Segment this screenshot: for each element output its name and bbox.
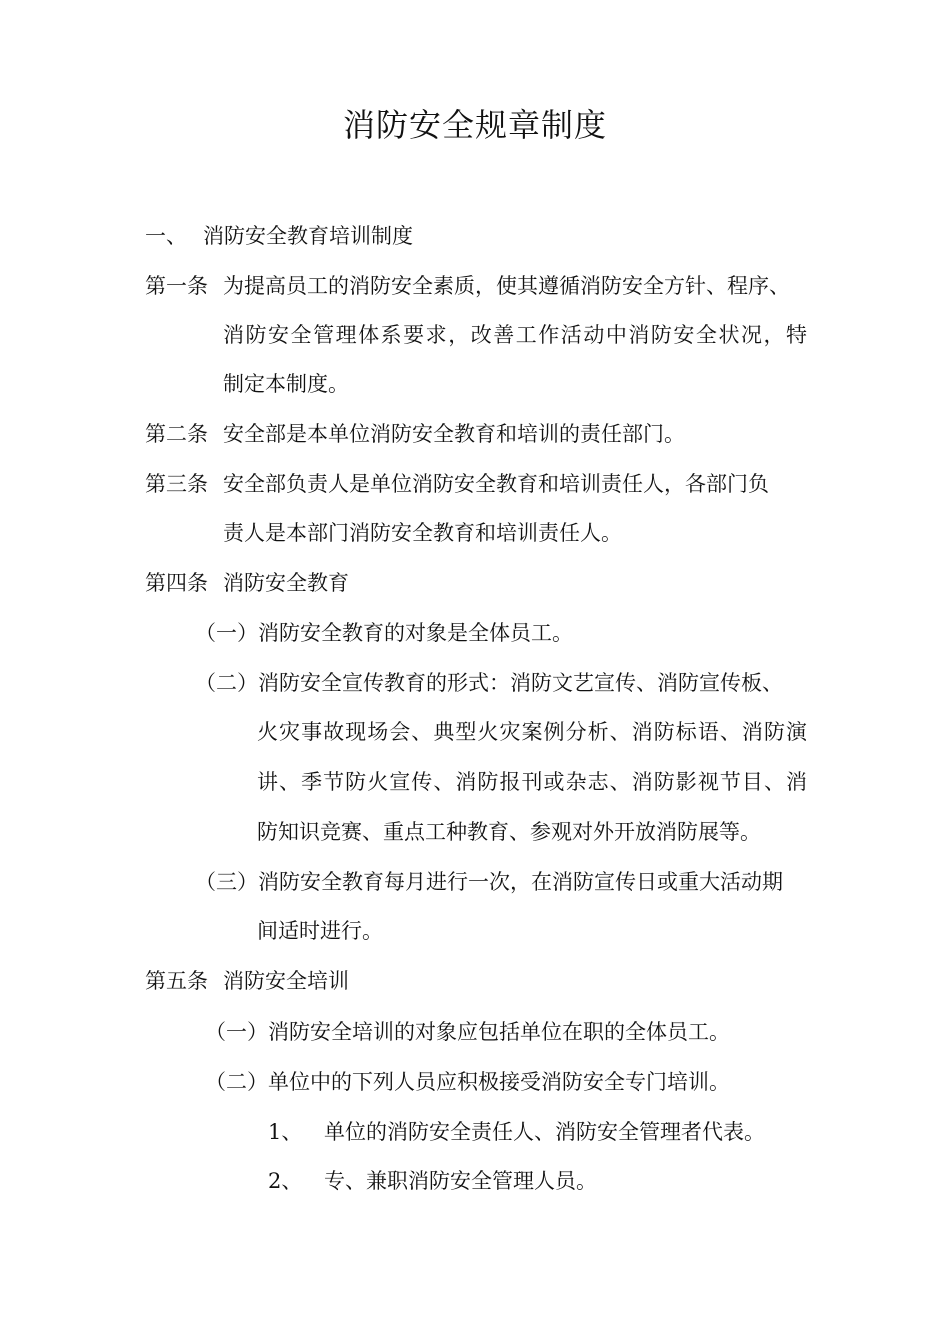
list-item-continued: 间适时进行。 [257,919,383,943]
sub-item-text: 专、兼职消防安全管理人员。 [324,1169,597,1193]
list-item-continued: 讲、季节防火宣传、消防报刊或杂志、消防影视节目、消 [257,770,807,794]
article-label: 第三条 [145,472,208,496]
sub-item-text: 单位的消防安全责任人、消防安全管理者代表。 [324,1120,765,1144]
article-text-line: 制定本制度。 [223,372,349,396]
list-item-continued: 防知识竞赛、重点工种教育、参观对外开放消防展等。 [257,820,761,844]
article-3 [145,469,807,499]
section-heading [145,221,413,251]
article-3-continued [223,518,622,548]
article-2 [145,419,685,449]
list-item: （三）消防安全教育每月进行一次，在消防宣传日或重大活动期 [195,870,783,894]
list-item-continued: 火灾事故现场会、典型火灾案例分析、消防标语、消防演 [257,720,807,744]
sub-list-item [268,1166,597,1196]
sub-item-number: 1、 [268,1120,303,1144]
article-text-line: 为提高员工的消防安全素质，使其遵循消防安全方针、程序、 [223,274,790,298]
article-label: 第一条 [145,274,208,298]
list-item: （一）消防安全教育的对象是全体员工。 [195,621,573,645]
article-1 [145,271,807,301]
list-item: （一）消防安全培训的对象应包括单位在职的全体员工。 [205,1020,730,1044]
sub-list-item [268,1117,765,1147]
list-item: （二）单位中的下列人员应积极接受消防安全专门培训。 [205,1070,730,1094]
article-1-continued [223,369,349,399]
section-number: 一、 [145,224,187,248]
section-title: 消防安全教育培训制度 [203,224,413,248]
sub-item-number: 2、 [268,1169,303,1193]
article-label: 第二条 [145,422,208,446]
article-text-line: 消防安全管理体系要求，改善工作活动中消防安全状况，特 [223,323,807,347]
article-1-continued [223,320,807,350]
document-title: 消防安全规章制度 [342,106,607,144]
article-heading: 消防安全教育 [223,571,349,595]
article-text-line: 责人是本部门消防安全教育和培训责任人。 [223,521,622,545]
article-5 [145,966,349,996]
article-text-line: 安全部负责人是单位消防安全教育和培训责任人，各部门负 [223,472,769,496]
article-text-line: 安全部是本单位消防安全教育和培训的责任部门。 [223,422,685,446]
article-label: 第五条 [145,969,208,993]
article-label: 第四条 [145,571,208,595]
article-4 [145,568,349,598]
article-heading: 消防安全培训 [223,969,349,993]
list-item: （二）消防安全宣传教育的形式：消防文艺宣传、消防宣传板、 [195,671,783,695]
